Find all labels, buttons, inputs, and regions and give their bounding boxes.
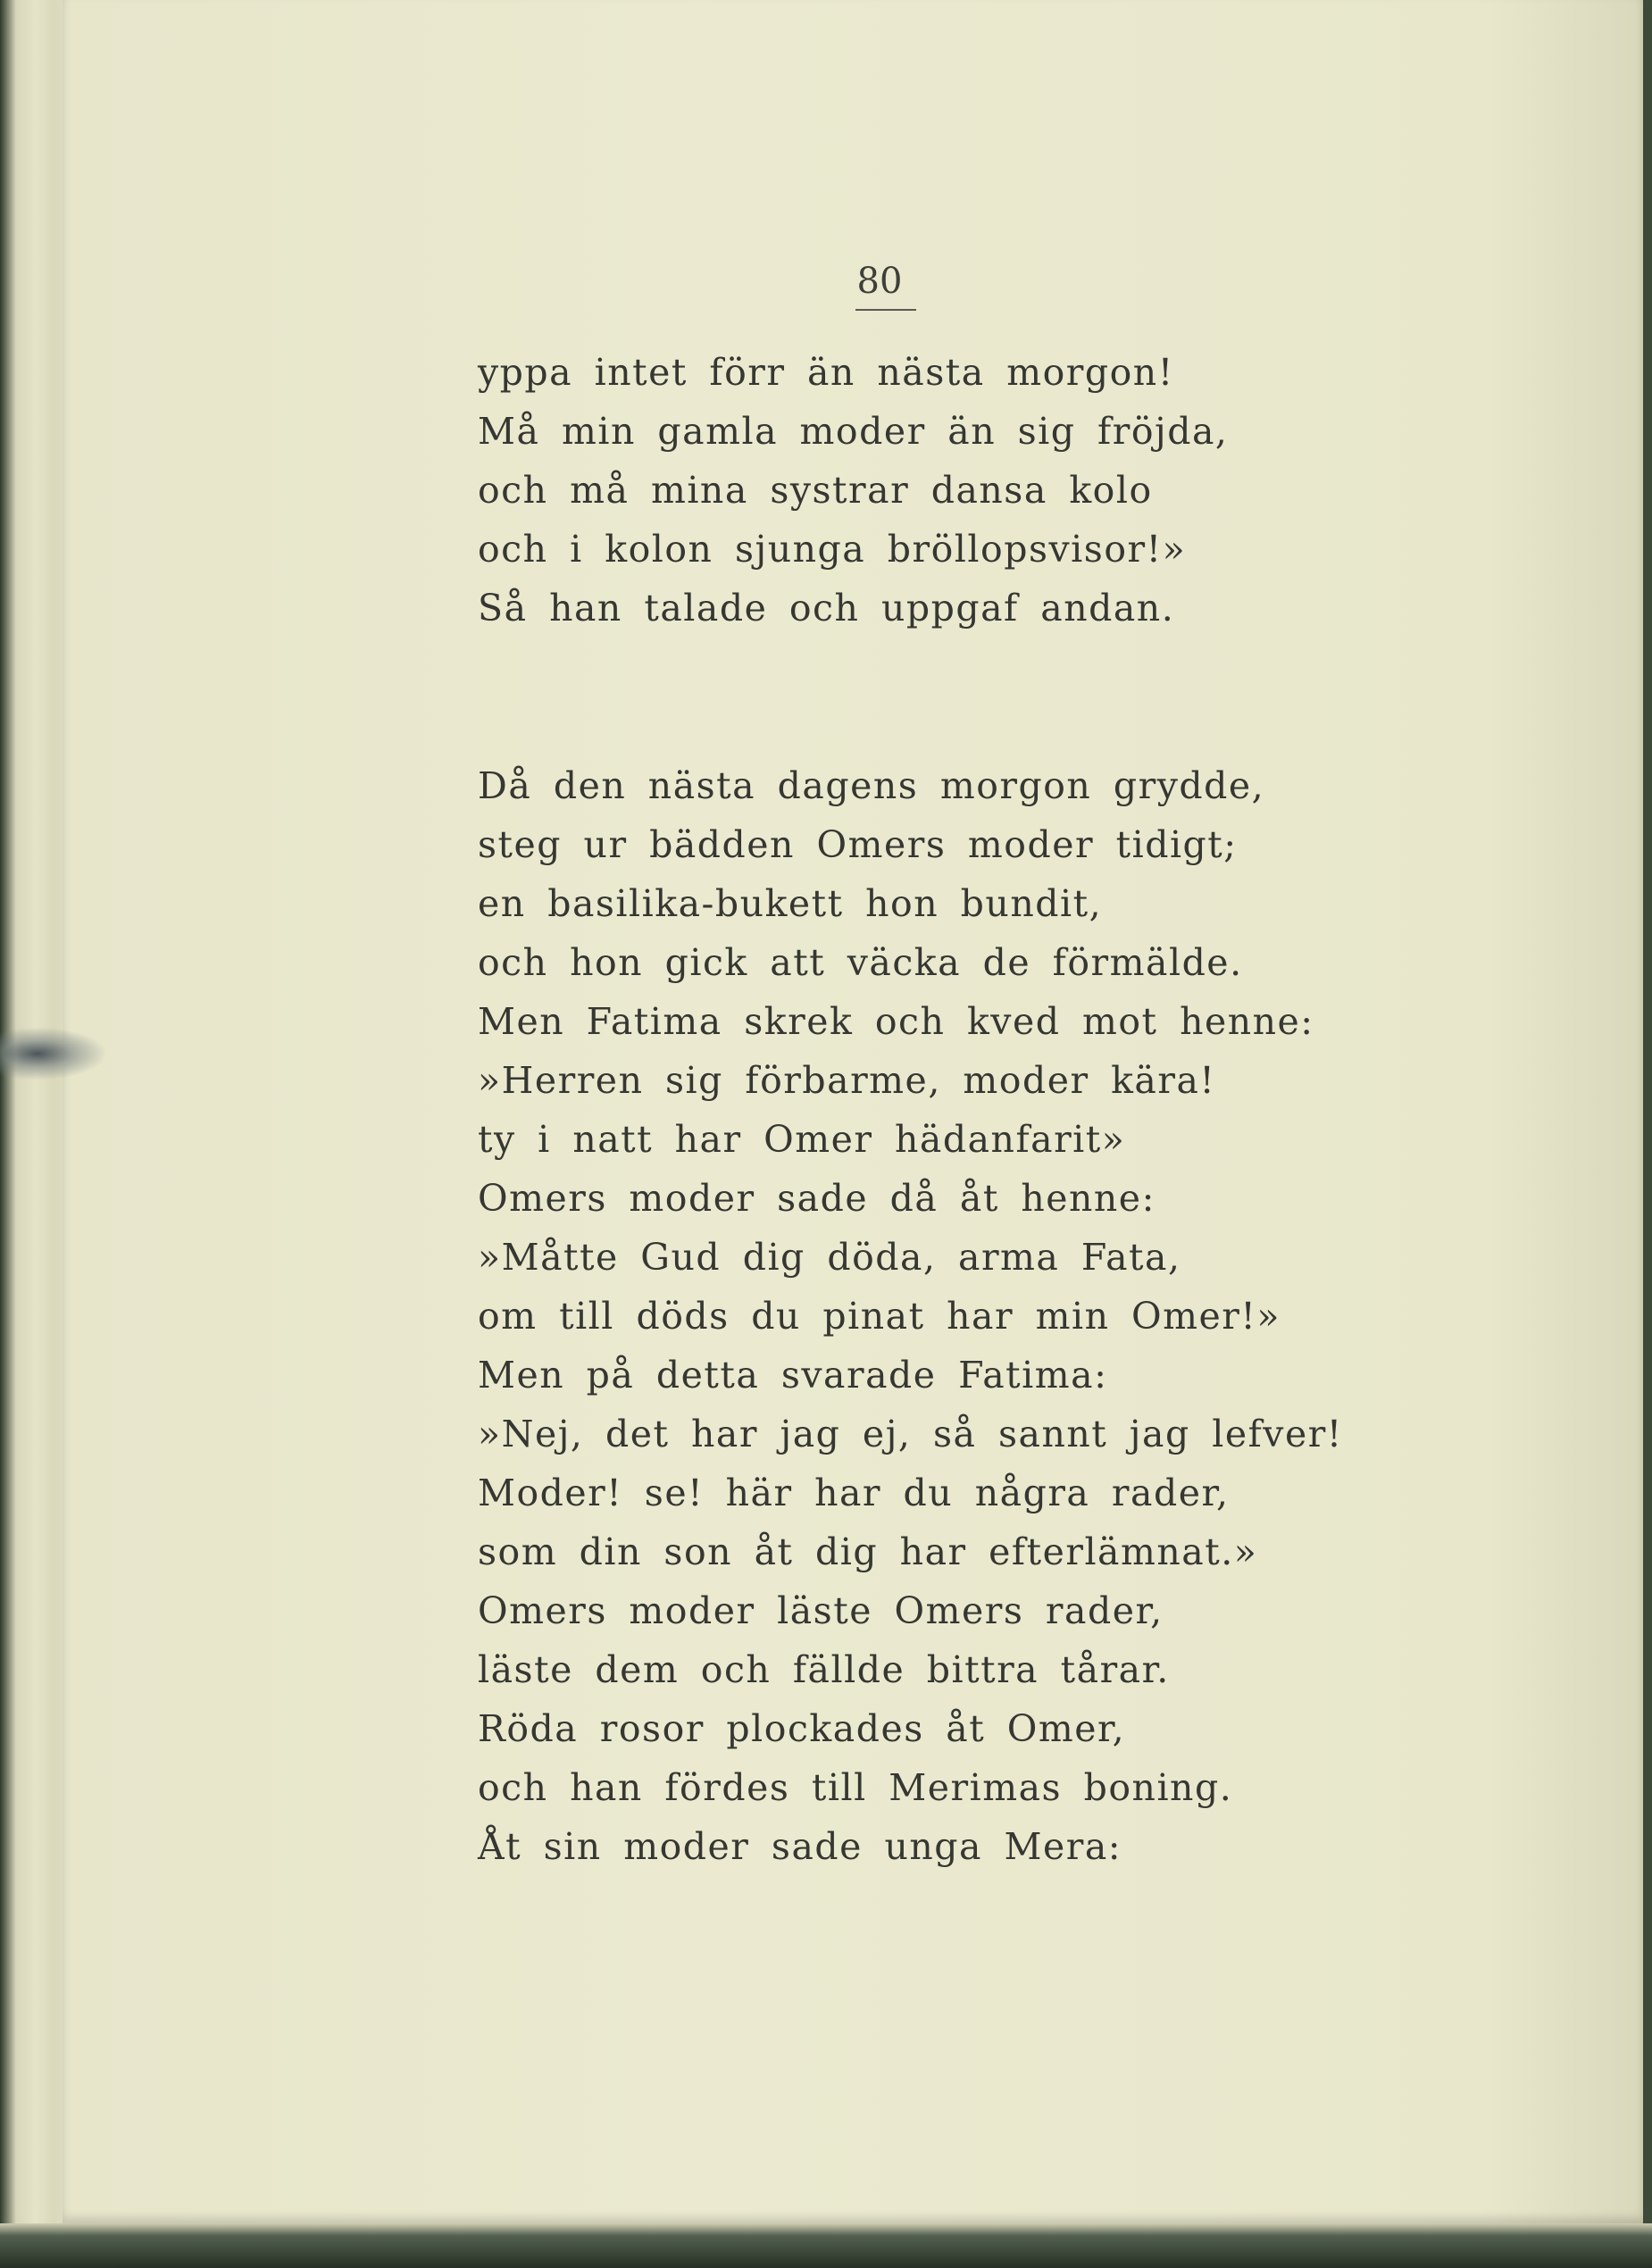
poem-line: och i kolon sjunga bröllopsvisor!» xyxy=(478,528,1187,571)
poem-line: Omers moder sade då åt henne: xyxy=(478,1177,1156,1220)
poem-line: Må min gamla moder än sig fröjda, xyxy=(478,410,1229,453)
poem-line: Moder! se! här har du några rader, xyxy=(478,1472,1230,1514)
poem-line: läste dem och fällde bittra tårar. xyxy=(478,1648,1170,1691)
poem-line: Men Fatima skrek och kved mot henne: xyxy=(478,1000,1314,1043)
poem-line: Omers moder läste Omers rader, xyxy=(478,1589,1164,1632)
poem-line: Då den nästa dagens morgon grydde, xyxy=(478,764,1265,807)
poem-line: »Nej, det har jag ej, så sannt jag lefver! xyxy=(478,1413,1343,1455)
page-number: 80 xyxy=(856,261,903,302)
poem-line: »Herren sig förbarme, moder kära! xyxy=(478,1059,1216,1102)
poem-line: Men på detta svarade Fatima: xyxy=(478,1354,1108,1397)
page-number-rule xyxy=(855,309,916,311)
poem-line: Röda rosor plockades åt Omer, xyxy=(478,1707,1126,1750)
poem-line: och må mina systrar dansa kolo xyxy=(478,469,1153,512)
poem-line: yppa intet förr än nästa morgon! xyxy=(478,351,1174,394)
poem-line: och han fördes till Merimas boning. xyxy=(478,1766,1233,1809)
poem-line: en basilika-bukett hon bundit, xyxy=(478,882,1103,925)
poem-line: Så han talade och uppgaf andan. xyxy=(478,587,1175,630)
page-bottom-edge xyxy=(0,2223,1652,2268)
book-edge xyxy=(0,0,71,2268)
poem-line: ty i natt har Omer hädanfarit» xyxy=(478,1118,1126,1161)
stanza xyxy=(478,756,1343,1876)
stanza xyxy=(478,343,1228,638)
poem-line: som din son åt dig har efterlämnat.» xyxy=(478,1530,1258,1573)
poem-line: och hon gick att väcka de förmälde. xyxy=(478,941,1243,984)
poem-line: om till döds du pinat har min Omer!» xyxy=(478,1295,1281,1338)
paper-clip-mark xyxy=(0,1027,107,1080)
poem-line: »Måtte Gud dig döda, arma Fata, xyxy=(478,1236,1181,1279)
poem-line: Åt sin moder sade unga Mera: xyxy=(478,1825,1122,1868)
poem-line: steg ur bädden Omers moder tidigt; xyxy=(478,823,1238,866)
